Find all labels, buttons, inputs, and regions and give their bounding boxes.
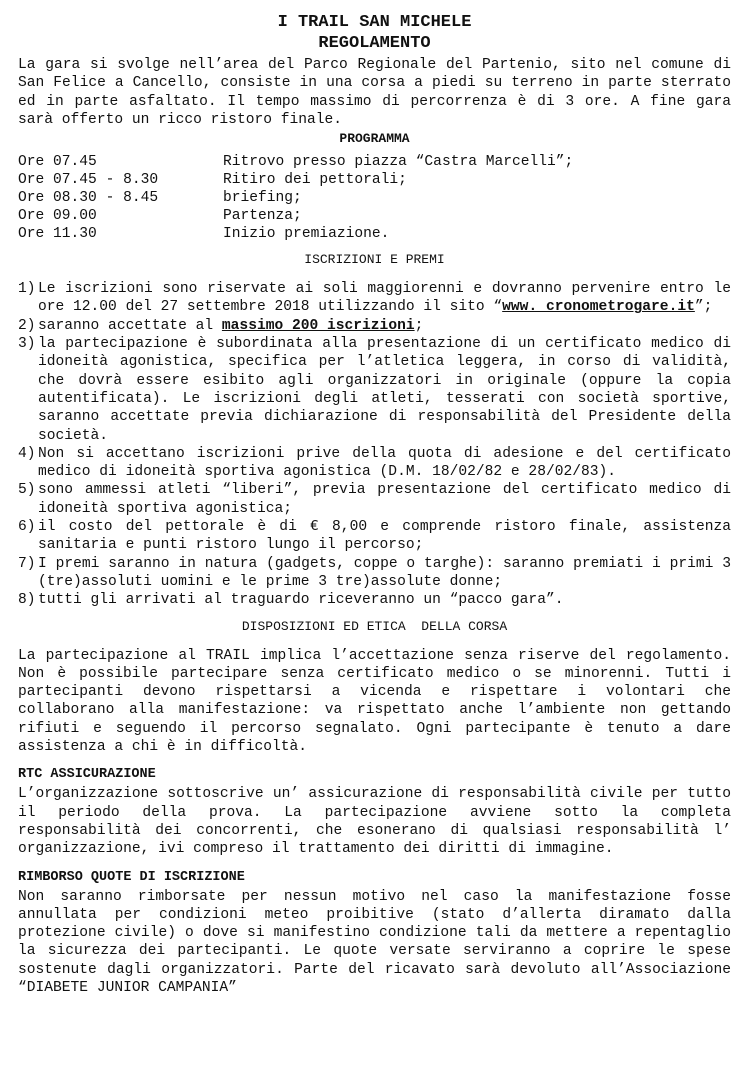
schedule-row [18, 153, 731, 171]
list-item-text-part: Le iscrizioni sono riservate ai soli maggiorenni e dovranno pervenire entro le ore 12.00 del 27 settembre 2018 utilizzando il sito “ [38, 281, 731, 316]
list-item [18, 317, 731, 335]
list-item-text: I premi saranno in natura (gadgets, coppe o targhe): saranno premiati i primi 3 (tre)assoluti uomini e le prime 3 tre)assolute donne; [38, 555, 731, 590]
list-number: 8) [18, 592, 36, 609]
document-subtitle: REGOLAMENTO [318, 34, 431, 53]
iscrizioni-heading: ISCRIZIONI E PREMI [304, 252, 445, 268]
schedule-row [18, 189, 731, 207]
list-item-text [38, 280, 731, 317]
rimborso-paragraph: Non saranno rimborsate per nessun motivo nel caso la manifestazione fosse annullata per condizioni meteo proibitive (stato d’allerta diramato dalla protezione civile) o dove si manifestino condizione tali da mettere a repentaglio la sicurezza dei partecipanti. Le quote versate serviranno a coprire le spese sostenute dagli organizzatori. Parte del ricavato sarà devoluto all’Associazione “DIABETE JUNIOR CAMPANIA” [18, 888, 731, 996]
max-registrations-emphasis: massimo 200 iscrizioni [221, 317, 415, 334]
list-item-text-part: ”; [694, 299, 713, 316]
list-item-text: tutti gli arrivati al traguardo riceveranno un “pacco gara”. [38, 592, 564, 609]
list-number: 5) [18, 482, 36, 499]
list-item-text-part: saranno accettate al [38, 317, 222, 334]
list-item-text [38, 317, 731, 335]
list-item [18, 481, 731, 518]
list-number: 6) [18, 519, 36, 536]
website-link[interactable]: www. cronometrogare.it [502, 299, 695, 316]
regulation-document [18, 12, 731, 997]
list-number: 2) [18, 317, 36, 334]
list-number: 1) [18, 281, 36, 298]
schedule-row [18, 171, 731, 189]
schedule-time: Ore 09.00 [18, 208, 97, 225]
schedule-description: Ritiro dei pettorali; [223, 172, 407, 189]
assicurazione-heading: RTC ASSICURAZIONE [18, 767, 156, 783]
programma-schedule [18, 153, 731, 243]
schedule-time: Ore 08.30 - 8.45 [18, 190, 159, 207]
document-title: I TRAIL SAN MICHELE [277, 13, 472, 32]
intro-paragraph: La gara si svolge nell’area del Parco Regionale del Partenio, sito nel comune di San Felice a Cancello, consiste in una corsa a piedi su terreno in parte sterrato ed in parte asfaltato. Il tempo massimo di percorrenza è di 3 ore. A fine gara sarà offerto un ricco ristoro finale. [18, 57, 731, 128]
list-item [18, 280, 731, 317]
schedule-time: Ore 07.45 - 8.30 [18, 172, 159, 189]
programma-heading: PROGRAMMA [339, 131, 410, 147]
schedule-description: Inizio premiazione. [223, 226, 390, 243]
list-item-text: il costo del pettorale è di € 8,00 e comprende ristoro finale, assistenza sanitaria e punti ristoro lungo il percorso; [38, 519, 731, 554]
schedule-description: briefing; [223, 190, 302, 207]
schedule-description: Ritrovo presso piazza “Castra Marcelli”; [223, 154, 574, 171]
assicurazione-paragraph: L’organizzazione sottoscrive un’ assicurazione di responsabilità civile per tutto il periodo della prova. La partecipazione avviene sotto la completa responsabilità dei concorrenti, che esonerano di qualsiasi responsabilità l’ organizzazione, ivi compreso il trattamento dei diritti di immagine. [18, 786, 731, 858]
list-item [18, 555, 731, 592]
disposizioni-heading: DISPOSIZIONI ED ETICA DELLA CORSA [241, 618, 508, 634]
schedule-row [18, 207, 731, 225]
list-item-text-part: ; [414, 317, 424, 334]
disposizioni-paragraph: La partecipazione al TRAIL implica l’accettazione senza riserve del regolamento. Non è possibile partecipare senza certificato medico o se minorenni. Tutti i partecipanti devono rispettarsi a vicenda e rispettare i volontari che collaborano alla manifestazione: va rispettato anche l’ambiente non gettando rifiuti e seguendo il percorso segnalato. Ogni partecipante è tenuto a dare assistenza a chi è in difficoltà. [18, 647, 731, 756]
list-item [18, 445, 731, 482]
list-item [18, 591, 731, 609]
schedule-time: Ore 07.45 [18, 154, 97, 171]
schedule-row [18, 225, 731, 243]
list-item-text: la partecipazione è subordinata alla presentazione di un certificato medico di idoneità agonistica, specifica per l’atletica leggera, in corso di validità, che dovrà essere esibito agli organizzatori in originale (oppure la copia autentificata). Le iscrizioni degli atleti, tesserati con società sportive, saranno accettate previa dichiarazione di responsabilità del Presidente della società. [38, 336, 731, 444]
schedule-description: Partenza; [223, 208, 302, 225]
list-item-text: Non si accettano iscrizioni prive della quota di adesione e del certificato medico di idoneità sportiva agonistica (D.M. 18/02/82 e 28/02/83). [38, 445, 731, 481]
list-number: 3) [18, 336, 36, 353]
list-item [18, 518, 731, 555]
schedule-time: Ore 11.30 [18, 226, 97, 243]
list-number: 7) [18, 555, 36, 572]
rimborso-heading: RIMBORSO QUOTE DI ISCRIZIONE [18, 869, 245, 885]
iscrizioni-list [18, 280, 731, 609]
list-number: 4) [18, 445, 36, 462]
list-item-text: sono ammessi atleti “liberi”, previa presentazione del certificato medico di idoneità sportiva agonistica; [38, 482, 731, 517]
list-item [18, 335, 731, 445]
